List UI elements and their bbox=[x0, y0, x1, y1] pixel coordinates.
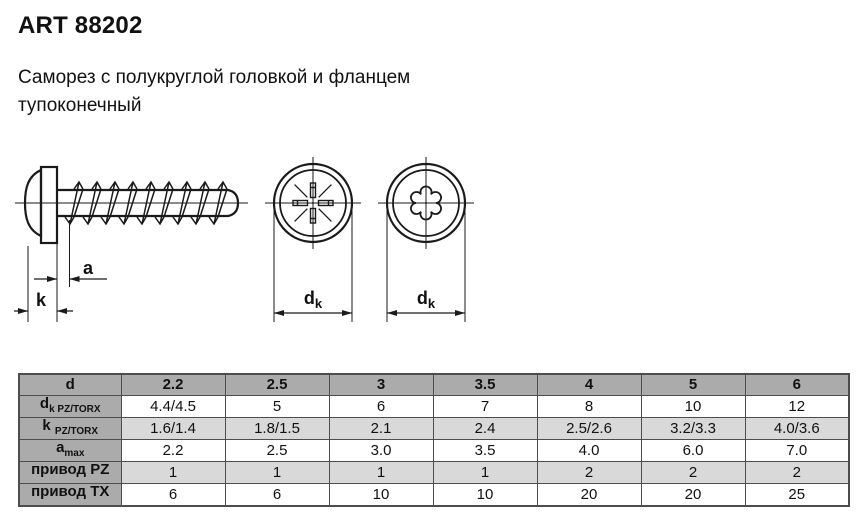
pz-dim-label-dk: $d_k$ bbox=[303, 288, 323, 311]
spec-header-cell: 5 bbox=[641, 374, 745, 395]
spec-row-k bbox=[19, 417, 849, 439]
spec-cell: 2 bbox=[745, 461, 849, 483]
spec-cell: 2 bbox=[537, 461, 641, 483]
spec-cell: 4.0 bbox=[537, 439, 641, 461]
spec-cell: 20 bbox=[641, 483, 745, 506]
spec-cell: 2.5 bbox=[225, 439, 329, 461]
spec-cell: 10 bbox=[641, 395, 745, 417]
spec-row-label: k $_{PZ/TORX}$ bbox=[19, 417, 121, 439]
spec-cell: 2 bbox=[641, 461, 745, 483]
spec-cell: 20 bbox=[537, 483, 641, 506]
dim-a bbox=[34, 258, 107, 282]
spec-cell: 4.0/3.6 bbox=[745, 417, 849, 439]
screw-side-view bbox=[14, 167, 248, 322]
pz-head-view bbox=[265, 157, 361, 322]
spec-header-cell: 6 bbox=[745, 374, 849, 395]
spec-row-label: привод TX bbox=[19, 483, 121, 506]
spec-cell: 2.4 bbox=[433, 417, 537, 439]
torx-dim-dk bbox=[387, 288, 465, 316]
spec-cell: 2.2 bbox=[121, 439, 225, 461]
torx-head-view bbox=[378, 157, 474, 322]
spec-cell: 6 bbox=[121, 483, 225, 506]
spec-cell: 10 bbox=[329, 483, 433, 506]
dim-extension-lines bbox=[28, 220, 70, 322]
spec-cell: 12 bbox=[745, 395, 849, 417]
spec-row-drive-pz bbox=[19, 461, 849, 483]
spec-cell: 1 bbox=[121, 461, 225, 483]
spec-cell: 3.2/3.3 bbox=[641, 417, 745, 439]
dim-label-k: k bbox=[35, 290, 47, 310]
spec-cell: 3.5 bbox=[433, 439, 537, 461]
dim-label-a: a bbox=[82, 258, 94, 278]
spec-header-cell-d: d bbox=[19, 374, 121, 395]
pz-dim-dk bbox=[274, 288, 352, 316]
product-description bbox=[18, 64, 410, 120]
spec-cell: 6 bbox=[225, 483, 329, 506]
spec-cell: 8 bbox=[537, 395, 641, 417]
art-number: ART 88202 bbox=[18, 12, 143, 39]
spec-cell: 4.4/4.5 bbox=[121, 395, 225, 417]
spec-cell: 3.0 bbox=[329, 439, 433, 461]
spec-header-cell: 3 bbox=[329, 374, 433, 395]
spec-cell: 1 bbox=[329, 461, 433, 483]
spec-cell: 2.1 bbox=[329, 417, 433, 439]
spec-cell: 7 bbox=[433, 395, 537, 417]
spec-cell: 10 bbox=[433, 483, 537, 506]
spec-cell: 1.6/1.4 bbox=[121, 417, 225, 439]
spec-table bbox=[18, 373, 850, 507]
product-description-line2: тупоконечный bbox=[18, 95, 142, 116]
dim-k bbox=[14, 290, 73, 314]
screw-flange bbox=[41, 167, 57, 243]
product-description-line1: Саморез с полукруглой головкой и фланцем bbox=[18, 67, 411, 88]
technical-drawing bbox=[0, 140, 500, 375]
spec-cell: 6 bbox=[329, 395, 433, 417]
spec-header-cell: 2.5 bbox=[225, 374, 329, 395]
spec-cell: 25 bbox=[745, 483, 849, 506]
spec-header-cell: 2.2 bbox=[121, 374, 225, 395]
torx-dim-label-dk: $d_k$ bbox=[416, 288, 436, 311]
spec-table-header-row bbox=[19, 374, 849, 395]
spec-cell: 7.0 bbox=[745, 439, 849, 461]
spec-row-label: $a_{max}$ bbox=[19, 439, 121, 461]
spec-row-amax bbox=[19, 439, 849, 461]
spec-row-label: привод PZ bbox=[19, 461, 121, 483]
spec-cell: 5 bbox=[225, 395, 329, 417]
spec-cell: 2.5/2.6 bbox=[537, 417, 641, 439]
spec-cell: 6.0 bbox=[641, 439, 745, 461]
spec-row-label: $d_{k PZ/TORX}$ bbox=[19, 395, 121, 417]
spec-header-cell: 3.5 bbox=[433, 374, 537, 395]
spec-cell: 1.8/1.5 bbox=[225, 417, 329, 439]
dim-a-arrows bbox=[47, 276, 80, 282]
spec-cell: 1 bbox=[225, 461, 329, 483]
spec-header-cell: 4 bbox=[537, 374, 641, 395]
spec-row-dk bbox=[19, 395, 849, 417]
spec-row-drive-tx bbox=[19, 483, 849, 506]
spec-cell: 1 bbox=[433, 461, 537, 483]
